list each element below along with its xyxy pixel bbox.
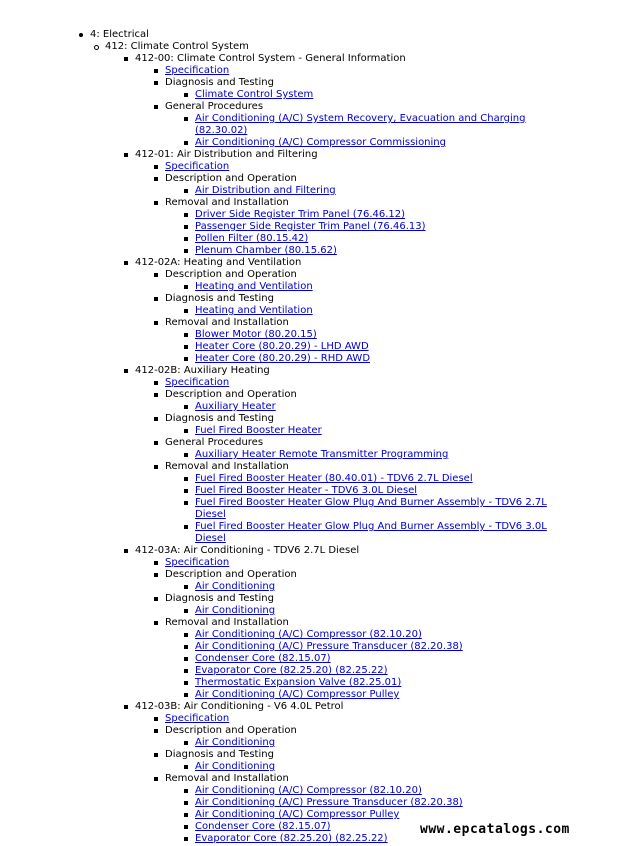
group-item [165,389,557,413]
square-bullet-icon [154,393,158,397]
group-label: General Procedures [165,101,264,112]
square-bullet-icon [184,477,188,481]
square-bullet-icon [184,837,188,841]
group-label: General Procedures [165,437,264,448]
link-list [195,305,557,317]
square-bullet-icon [184,789,188,793]
group-item [165,437,557,461]
square-bullet-icon [184,765,188,769]
procedure-link[interactable]: Pollen Filter (80.15.42) [195,233,309,244]
procedure-link[interactable]: Condenser Core (82.15.07) [195,653,331,664]
procedure-link[interactable]: Air Conditioning (A/C) Compressor (82.10.20) [195,629,422,640]
square-bullet-icon [184,309,188,313]
link-item [195,401,557,413]
square-bullet-icon [154,81,158,85]
square-bullet-icon [184,693,188,697]
square-bullet-icon [184,357,188,361]
square-bullet-icon [184,225,188,229]
square-bullet-icon [154,381,158,385]
group-item [165,617,557,701]
procedure-link[interactable]: Air Conditioning (A/C) Pressure Transducer (82.20.38) [195,797,463,808]
link-item [195,737,557,749]
square-bullet-icon [154,105,158,109]
procedure-link[interactable]: Heater Core (80.20.29) - RHD AWD [195,353,371,364]
link-item [195,797,557,809]
square-bullet-icon [154,597,158,601]
square-bullet-icon [154,165,158,169]
square-bullet-icon [124,549,128,553]
link-item [195,581,557,593]
link-item [195,233,557,245]
square-bullet-icon [124,57,128,61]
group-item [165,161,557,173]
specification-link[interactable]: Specification [165,161,230,172]
link-item [195,281,557,293]
square-bullet-icon [184,489,188,493]
group-label: Removal and Installation [165,773,289,784]
link-list [195,425,557,437]
toc-root-label: 4: Electrical [90,29,149,40]
link-list [195,629,557,701]
group-label: Description and Operation [165,389,297,400]
procedure-link[interactable]: Auxiliary Heater Remote Transmitter Programming [195,449,449,460]
group-item [165,269,557,293]
system-list [105,41,557,845]
square-bullet-icon [184,93,188,97]
link-item [195,629,557,641]
group-item [165,173,557,197]
procedure-link[interactable]: Air Conditioning (A/C) Compressor Pulley [195,809,400,820]
link-list [195,185,557,197]
square-bullet-icon [124,261,128,265]
disc-bullet-icon [79,33,83,37]
section-title: 412-01: Air Distribution and Filtering [135,149,318,160]
link-list [195,401,557,413]
link-item [195,425,557,437]
procedure-link[interactable]: Air Conditioning (A/C) Compressor Commissioning [195,137,446,148]
square-bullet-icon [154,321,158,325]
group-list [165,557,557,701]
group-label: Description and Operation [165,269,297,280]
square-bullet-icon [154,273,158,277]
section-title: 412-03B: Air Conditioning - V6 4.0L Petrol [135,701,344,712]
square-bullet-icon [184,429,188,433]
link-item [195,677,557,689]
procedure-link[interactable]: Climate Control System [195,89,314,100]
link-list [195,761,557,773]
square-bullet-icon [154,729,158,733]
link-item [195,209,557,221]
link-item [195,329,557,341]
square-bullet-icon [154,297,158,301]
link-list [195,449,557,461]
square-bullet-icon [184,633,188,637]
section-item [135,53,557,149]
link-list [195,605,557,617]
square-bullet-icon [154,561,158,565]
group-item [165,569,557,593]
link-item [195,761,557,773]
group-item [165,725,557,749]
square-bullet-icon [184,825,188,829]
section-item [135,149,557,257]
link-item [195,305,557,317]
square-bullet-icon [154,465,158,469]
group-label: Removal and Installation [165,461,289,472]
procedure-link[interactable]: Air Distribution and Filtering [195,185,336,196]
procedure-link[interactable]: Air Conditioning [195,605,276,616]
group-item [165,713,557,725]
link-item [195,185,557,197]
procedure-link[interactable]: Heating and Ventilation [195,281,313,292]
square-bullet-icon [184,645,188,649]
square-bullet-icon [184,501,188,505]
square-bullet-icon [184,801,188,805]
group-label: Removal and Installation [165,197,289,208]
square-bullet-icon [184,405,188,409]
procedure-link[interactable]: Evaporator Core (82.25.20) (82.25.22) [195,833,388,844]
procedure-link[interactable]: Fuel Fired Booster Heater (80.40.01) - TDV6 2.7L Diesel [195,473,473,484]
group-list [165,161,557,257]
square-bullet-icon [184,345,188,349]
link-list [195,581,557,593]
group-item [165,317,557,365]
procedure-link[interactable]: Auxiliary Heater [195,401,276,412]
procedure-link[interactable]: Passenger Side Register Trim Panel (76.46.13) [195,221,426,232]
group-label: Description and Operation [165,569,297,580]
group-item [165,197,557,257]
link-list [195,281,557,293]
link-list [195,473,557,545]
link-item [195,341,557,353]
group-label: Diagnosis and Testing [165,593,274,604]
procedure-link[interactable]: Air Conditioning (A/C) Pressure Transducer (82.20.38) [195,641,463,652]
link-item [195,641,557,653]
square-bullet-icon [184,813,188,817]
square-bullet-icon [124,153,128,157]
square-bullet-icon [184,249,188,253]
link-list [195,113,557,149]
group-list [165,269,557,365]
square-bullet-icon [154,69,158,73]
group-label: Diagnosis and Testing [165,293,274,304]
square-bullet-icon [124,705,128,709]
procedure-link[interactable]: Driver Side Register Trim Panel (76.46.12) [195,209,406,220]
link-item [195,245,557,257]
square-bullet-icon [184,237,188,241]
system-item [105,41,557,845]
procedure-link[interactable]: Blower Motor (80.20.15) [195,329,317,340]
link-item [195,221,557,233]
link-item [195,113,557,137]
link-item [195,665,557,677]
square-bullet-icon [154,753,158,757]
square-bullet-icon [184,681,188,685]
system-label: 412: Climate Control System [105,41,249,52]
link-item [195,353,557,365]
link-item [195,689,557,701]
link-item [195,653,557,665]
procedure-link[interactable]: Air Conditioning [195,737,276,748]
square-bullet-icon [184,189,188,193]
section-item [135,545,557,701]
procedure-link[interactable]: Fuel Fired Booster Heater - TDV6 3.0L Diesel [195,485,418,496]
procedure-link[interactable]: Condenser Core (82.15.07) [195,821,331,832]
group-label: Removal and Installation [165,317,289,328]
procedure-link[interactable]: Fuel Fired Booster Heater Glow Plug And Burner Assembly - TDV6 2.7L Diesel [195,497,547,520]
square-bullet-icon [184,669,188,673]
procedure-link[interactable]: Heater Core (80.20.29) - LHD AWD [195,341,369,352]
square-bullet-icon [124,369,128,373]
specification-link[interactable]: Specification [165,377,230,388]
procedure-link[interactable]: Air Conditioning [195,581,276,592]
section-title: 412-00: Climate Control System - General Information [135,53,406,64]
link-item [195,485,557,497]
procedure-link[interactable]: Air Conditioning [195,761,276,772]
square-bullet-icon [154,777,158,781]
link-list [195,89,557,101]
section-title: 412-03A: Air Conditioning - TDV6 2.7L Diesel [135,545,360,556]
procedure-link[interactable]: Air Conditioning (A/C) System Recovery, Evacuation and Charging (82.30.02) [195,113,526,136]
link-item [195,521,557,545]
group-label: Diagnosis and Testing [165,413,274,424]
group-label: Description and Operation [165,173,297,184]
procedure-link[interactable]: Air Conditioning (A/C) Compressor Pulley [195,689,400,700]
section-title: 412-02B: Auxiliary Heating [135,365,270,376]
group-label: Diagnosis and Testing [165,77,274,88]
square-bullet-icon [184,117,188,121]
group-item [165,461,557,545]
link-item [195,785,557,797]
square-bullet-icon [184,585,188,589]
group-item [165,749,557,773]
group-label: Diagnosis and Testing [165,749,274,760]
link-list [195,329,557,365]
procedure-link[interactable]: Fuel Fired Booster Heater Glow Plug And Burner Assembly - TDV6 3.0L Diesel [195,521,547,544]
group-label: Description and Operation [165,725,297,736]
section-item [135,257,557,365]
procedure-link[interactable]: Evaporator Core (82.25.20) (82.25.22) [195,665,388,676]
link-item [195,137,557,149]
link-list [195,209,557,257]
toc-tree [90,29,557,845]
link-item [195,605,557,617]
link-item [195,497,557,521]
square-bullet-icon [154,417,158,421]
square-bullet-icon [184,609,188,613]
link-item [195,449,557,461]
group-item [165,593,557,617]
square-bullet-icon [184,141,188,145]
group-item [165,65,557,77]
circle-bullet-icon [94,45,99,50]
watermark: www.epcatalogs.com [420,822,570,837]
group-list [165,377,557,545]
square-bullet-icon [184,213,188,217]
square-bullet-icon [154,201,158,205]
link-list [195,737,557,749]
procedure-link[interactable]: Thermostatic Expansion Valve (82.25.01) [195,677,402,688]
procedure-link[interactable]: Fuel Fired Booster Heater [195,425,322,436]
group-list [165,65,557,149]
group-item [165,77,557,101]
square-bullet-icon [184,657,188,661]
square-bullet-icon [154,441,158,445]
square-bullet-icon [184,525,188,529]
link-item [195,473,557,485]
group-item [165,101,557,149]
group-item [165,377,557,389]
link-item [195,809,557,821]
specification-link[interactable]: Specification [165,713,230,724]
square-bullet-icon [154,621,158,625]
group-item [165,293,557,317]
toc-root-list [90,29,557,845]
toc-root-item [90,29,557,845]
section-list [135,53,557,845]
procedure-link[interactable]: Air Conditioning (A/C) Compressor (82.10.20) [195,785,422,796]
square-bullet-icon [184,453,188,457]
specification-link[interactable]: Specification [165,65,230,76]
procedure-link[interactable]: Plenum Chamber (80.15.62) [195,245,337,256]
square-bullet-icon [154,573,158,577]
group-item [165,413,557,437]
specification-link[interactable]: Specification [165,557,230,568]
square-bullet-icon [184,741,188,745]
procedure-link[interactable]: Heating and Ventilation [195,305,313,316]
link-item [195,89,557,101]
group-label: Removal and Installation [165,617,289,628]
group-item [165,557,557,569]
square-bullet-icon [154,177,158,181]
square-bullet-icon [184,333,188,337]
square-bullet-icon [184,285,188,289]
square-bullet-icon [154,717,158,721]
section-item [135,365,557,545]
section-title: 412-02A: Heating and Ventilation [135,257,302,268]
